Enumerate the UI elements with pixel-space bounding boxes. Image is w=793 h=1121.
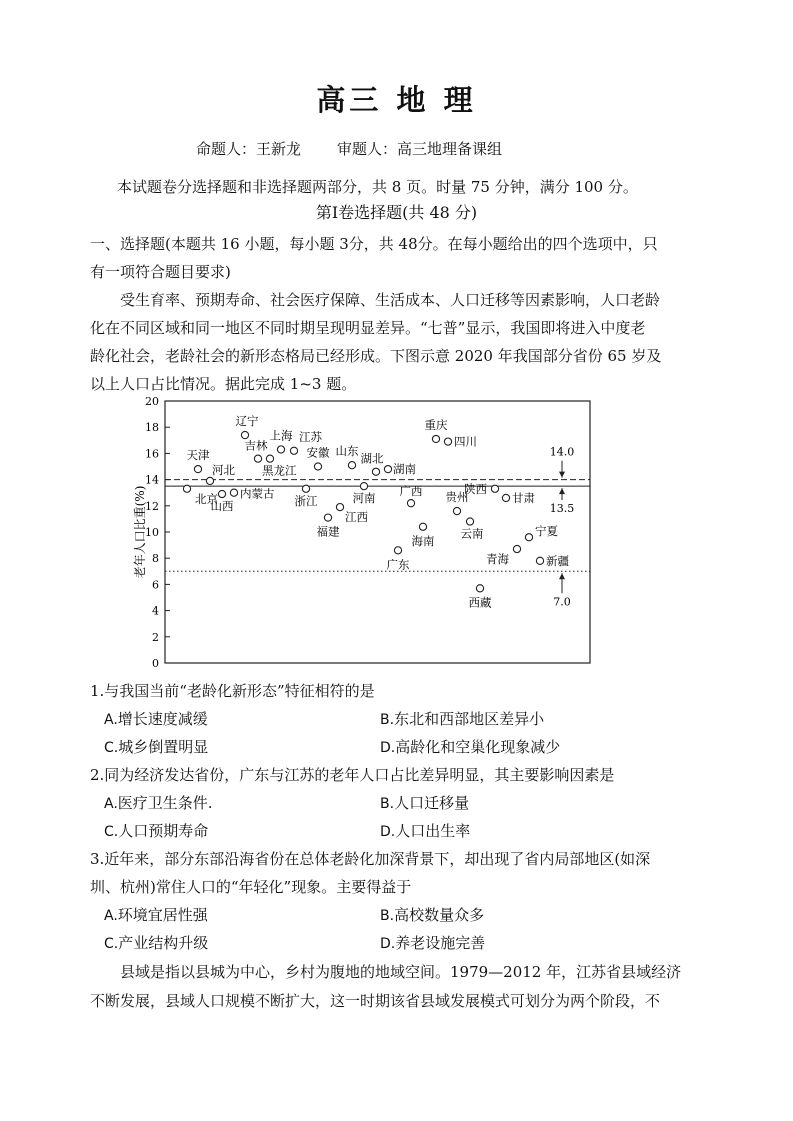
reference-label: 13.5: [549, 502, 575, 516]
y-tick-label: 2: [152, 630, 159, 644]
data-point-label: 广东: [386, 557, 410, 572]
data-point: [241, 431, 248, 438]
data-point-label: 湖北: [360, 451, 384, 466]
part1-title: 第Ⅰ卷选择题(共 48 分): [315, 203, 478, 222]
q1-option-a-letter: A.: [104, 712, 118, 728]
q2-option-d-text: 人口出生率: [395, 822, 471, 840]
y-tick-label: 4: [152, 604, 159, 618]
exam-title: 高三 地 理: [316, 83, 477, 117]
chart-svg: [120, 393, 600, 673]
reference-label: 14.0: [549, 445, 575, 459]
q3-option-d-letter: D.: [380, 936, 396, 952]
data-point-label: 江苏: [299, 429, 322, 444]
question-3-stem-line1: 3.近年来，部分东部沿海省份在总体老龄化加深背景下，却出现了省内局部地区(如深: [90, 850, 651, 868]
q2-option-c[interactable]: [104, 820, 208, 841]
material1-line3: 龄化社会，老龄社会的新形态格局已经形成。下图示意 2020 年我国部分省份 65 岁及: [90, 347, 662, 365]
q1-option-a-text: 增长速度减缓: [117, 710, 208, 728]
q2-option-a-text: 医疗卫生条件.: [117, 794, 213, 812]
data-point-label: 北京: [195, 491, 218, 506]
reference-arrowhead: [559, 573, 565, 579]
data-point-label: 陕西: [464, 481, 487, 496]
material1-line4: 以上人口占比情况。据此完成 1~3 题。: [90, 375, 357, 393]
data-point: [324, 514, 331, 521]
data-point: [491, 485, 498, 492]
data-point: [432, 435, 439, 442]
data-point-label: 吉林: [244, 438, 268, 453]
data-point-label: 黑龙江: [262, 463, 297, 478]
data-point-label: 西藏: [468, 595, 492, 610]
data-point-label: 辽宁: [235, 414, 259, 429]
data-point: [183, 485, 190, 492]
data-point-label: 四川: [454, 434, 477, 449]
data-point: [206, 477, 213, 484]
q1-option-b-text: 东北和西部地区差异小: [394, 710, 545, 728]
data-point: [466, 518, 473, 525]
data-point-label: 山东: [335, 444, 359, 459]
q3-option-c[interactable]: [104, 932, 208, 953]
data-point-label: 上海: [269, 428, 293, 443]
q1-option-c-letter: C.: [104, 740, 119, 756]
data-point: [536, 557, 543, 564]
y-tick-label: 6: [152, 578, 159, 592]
data-point: [348, 462, 355, 469]
q1-option-b-letter: B.: [380, 712, 395, 728]
material2: [90, 958, 710, 1016]
data-point: [502, 494, 509, 501]
data-point-label: 甘肃: [512, 490, 535, 505]
data-point-label: 山西: [210, 499, 234, 514]
q1-option-c-text: 城乡倒置明显: [118, 738, 209, 756]
data-point: [372, 468, 379, 475]
authors-line: [196, 138, 502, 159]
y-tick-label: 18: [145, 421, 159, 435]
y-tick-label: 0: [152, 657, 159, 670]
q3-option-d[interactable]: [380, 932, 485, 953]
data-point-label: 河北: [212, 462, 235, 477]
setter: 命题人：王新龙: [196, 140, 302, 158]
data-point-label: 浙江: [294, 493, 318, 508]
y-tick-label: 8: [152, 552, 159, 566]
q3-option-b-text: 高校数量众多: [394, 906, 485, 924]
y-tick-label: 14: [145, 473, 159, 487]
material1-line2: 化在不同区域和同一地区不同时期呈现明显差异。“七普”显示，我国即将进入中度老: [90, 319, 646, 337]
q1-option-c[interactable]: [104, 736, 208, 757]
data-point-label: 河南: [352, 491, 376, 506]
data-point-label: 安徽: [306, 445, 330, 460]
q2-option-b-text: 人口迁移量: [394, 794, 470, 812]
data-point: [419, 523, 426, 530]
y-tick-label: 16: [145, 447, 159, 461]
y-axis-label: 老年人口比重(%): [133, 485, 147, 579]
data-point-label: 福建: [316, 524, 340, 539]
q1-option-a[interactable]: [104, 708, 208, 729]
q2-option-a-letter: A.: [104, 796, 118, 812]
exam-intro: 本试题卷分选择题和非选择题两部分，共 8 页。时量 75 分钟，满分 100 分。: [117, 178, 638, 196]
material2-line2: 不断发展，县域人口规模不断扩大，这一时期该省县域发展模式可划分为两个阶段，不: [90, 992, 661, 1010]
material2-line1: 县域是指以县城为中心，乡村为腹地的地域空间。1979—2012 年，江苏省县域经济: [120, 963, 682, 981]
data-point-label: 新疆: [546, 553, 569, 568]
data-point: [336, 504, 343, 511]
q2-option-a[interactable]: [104, 792, 213, 813]
data-point-label: 湖南: [393, 462, 416, 477]
material1-line1: 受生育率、预期寿命、社会医疗保障、生活成本、人口迁移等因素影响，人口老龄: [120, 291, 661, 309]
q3-option-d-text: 养老设施完善: [395, 934, 486, 952]
data-point: [194, 466, 201, 473]
q2-option-c-text: 人口预期寿命: [118, 822, 209, 840]
q2-option-d[interactable]: [380, 820, 470, 841]
data-point: [266, 455, 273, 462]
data-point: [290, 447, 297, 454]
data-point-label: 内蒙古: [240, 486, 275, 501]
aging-scatter-chart: [120, 393, 600, 673]
data-point: [394, 547, 401, 554]
data-point: [218, 490, 225, 497]
data-point: [230, 489, 237, 496]
data-point: [513, 545, 520, 552]
data-point: [254, 455, 261, 462]
data-point-label: 重庆: [424, 417, 448, 432]
q3-option-a-text: 环境宜居性强: [117, 906, 208, 924]
q3-option-b-letter: B.: [380, 908, 395, 924]
q2-option-b-letter: B.: [380, 796, 395, 812]
q1-option-d[interactable]: [380, 736, 560, 757]
data-point: [525, 534, 532, 541]
q3-option-c-text: 产业结构升级: [118, 934, 209, 952]
data-point: [444, 438, 451, 445]
data-point: [302, 485, 309, 492]
data-point: [453, 507, 460, 514]
q1-option-d-letter: D.: [380, 740, 396, 756]
data-point: [407, 500, 414, 507]
data-point: [476, 585, 483, 592]
data-point-label: 江西: [345, 510, 368, 525]
reference-arrowhead: [559, 472, 565, 478]
data-point: [277, 446, 284, 453]
data-point-label: 云南: [460, 526, 484, 541]
q1-option-d-text: 高龄化和空巢化现象减少: [395, 738, 561, 756]
data-point-label: 广西: [399, 484, 423, 499]
q1-option-b[interactable]: [380, 708, 544, 729]
q3-option-c-letter: C.: [104, 936, 119, 952]
question-3-stem-line2: 圳、杭州)常住人口的“年轻化”现象。主要得益于: [90, 878, 412, 896]
y-tick-label: 20: [145, 395, 159, 408]
q3-option-a-letter: A.: [104, 908, 118, 924]
reference-label: 7.0: [553, 595, 571, 609]
q2-option-c-letter: C.: [104, 824, 119, 840]
question-2-stem: 2.同为经济发达省份，广东与江苏的老年人口占比差异明显，其主要影响因素是: [90, 766, 615, 784]
data-point: [314, 463, 321, 470]
y-tick-label: 12: [145, 499, 159, 513]
section1-line1: 一、选择题(本题共 16 小题，每小题 3分，共 48分。在每小题给出的四个选项中，只: [90, 235, 658, 253]
reviewer: 审题人：高三地理备课组: [337, 140, 503, 158]
section1-line2: 有一项符合题目要求): [90, 263, 231, 281]
data-point-label: 天津: [186, 448, 210, 463]
q3-option-b[interactable]: [380, 904, 484, 925]
data-point-label: 青海: [486, 552, 509, 567]
q2-option-d-letter: D.: [380, 824, 396, 840]
data-point-label: 贵州: [445, 490, 469, 505]
q2-option-b[interactable]: [380, 792, 469, 813]
q3-option-a[interactable]: [104, 904, 208, 925]
reference-arrowhead: [559, 488, 565, 494]
data-point-label: 宁夏: [535, 524, 558, 539]
data-point: [384, 466, 391, 473]
question-1-stem: 1.与我国当前“老龄化新形态”特征相符的是: [90, 682, 375, 700]
plot-frame: [165, 401, 590, 663]
section1-instructions: [90, 230, 710, 286]
data-point: [360, 483, 367, 490]
data-point-label: 海南: [411, 533, 435, 548]
material1: [90, 286, 710, 398]
y-tick-label: 10: [145, 526, 159, 539]
